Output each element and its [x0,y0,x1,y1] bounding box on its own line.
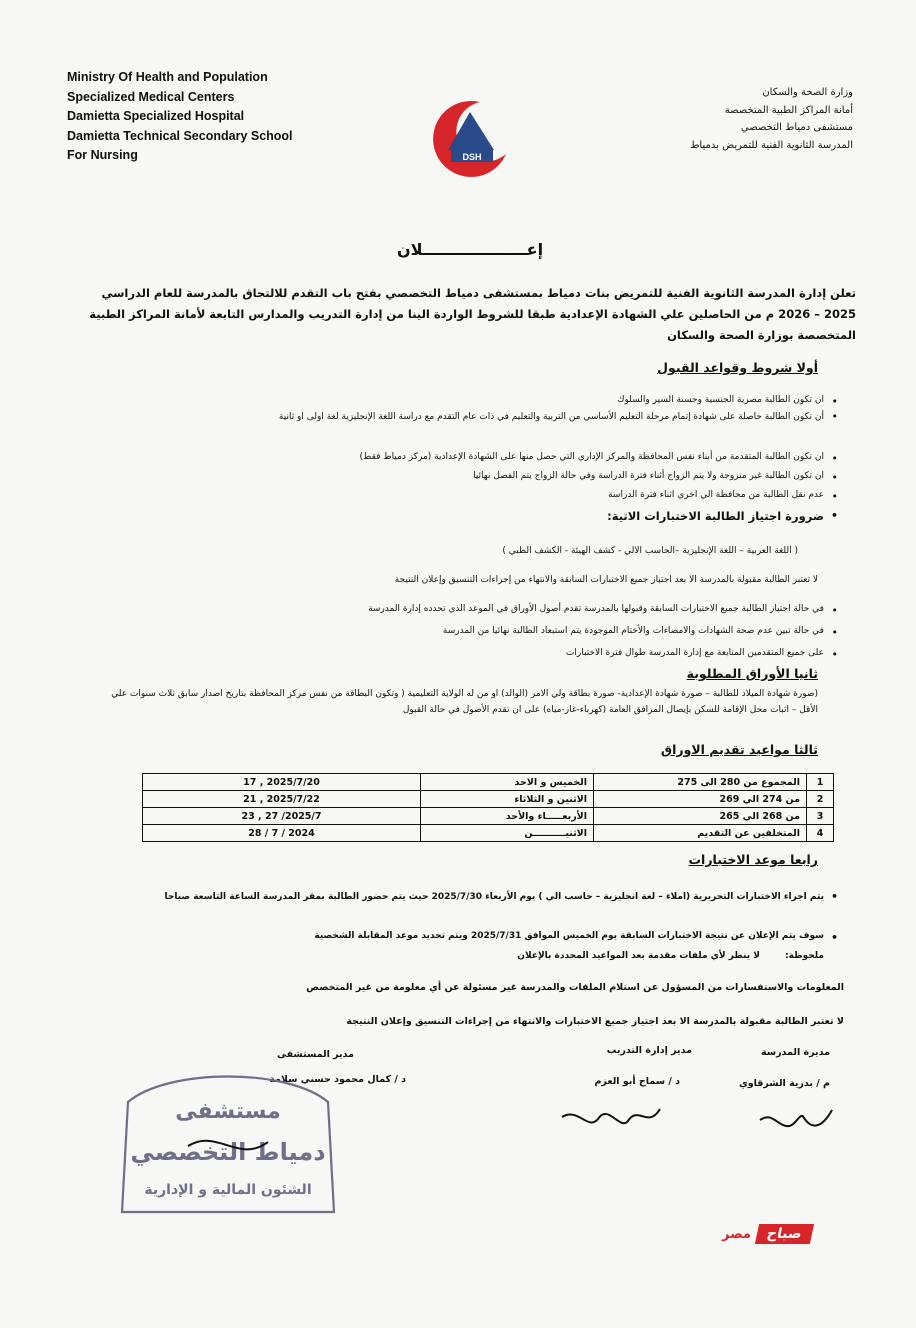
header-ar-line: أمانة المراكز الطبية المتخصصة [724,104,853,116]
brand-text: مصر [722,1226,751,1242]
signature-title: مدير إدارة التدريب [606,1045,692,1056]
condition-item: • في حالة اجتياز الطالبة جميع الاختبارات السابقة وقبولها بالمدرسة تقدم أصول الأوراق في الموعد الذي تحدده إدارة المدرسة [124,604,824,614]
signature-name: د / كمال محمود حسني سلامة [269,1074,406,1085]
row-number: 4 [807,825,834,842]
row-number: 1 [807,774,834,791]
stamp-line: دمياط التخصصي [130,1138,326,1166]
condition-item: • في حالة تبين عدم صحة الشهادات والامضاءات والأختام الموجودة يتم استبعاد الطالبة نهائيا من المدرسة [124,626,824,636]
dates: 2025/7/22 , 21 [143,791,421,808]
schedule-table [142,773,834,842]
header-ar-line: مستشفى دمياط التخصصي [740,122,853,133]
table-row [143,774,834,791]
dates: 2025/7/20 , 17 [143,774,421,791]
logo-text: DSH [462,152,482,162]
footer-info: المعلومات والاستفسارات من المسؤول عن استلام الملفات والمدرسة غير مسئولة عن أي معلومة من غير المتخصص [306,982,844,993]
header-en-line: Ministry Of Health and Population [67,70,268,84]
intro-paragraph: تعلن إدارة المدرسة الثانوية الفنية للتمريض بنات دمياط بمستشفى دمياط التخصصي بفتح باب التقدم للالتحاق بالمدرسة للعام الدراسي 2025 – 2026 م من الحاصلين علي الشهادة الإعدادية طبقا للشروط الواردة الينا من إدارة التدريب والمدارس التابعة لأمانة المراكز الطبية المتخصصة بوزارة الصحة والسكان [89,286,856,342]
note-text: لا ينظر لأي ملفات مقدمة بعد المواعيد المحددة بالإعلان [517,951,760,961]
condition-item: • أن تكون الطالبة حاصلة على شهادة إتمام مرحلة التعليم الأساسي من التربية والتعليم في ذات عام التقدم مع دراسة اللغة الإنجليزية لغة اولى او ثانية [124,410,824,424]
section1-title: أولا شروط وقواعد القبول [657,360,818,375]
signature-name: د / سماح أبو العزم [594,1076,680,1087]
table-row [143,808,834,825]
brand-box: صباح [755,1224,814,1244]
days: الأربعـــــاء والأحد [421,808,594,825]
score-range: المجموع من 280 الى 275 [594,774,807,791]
header-en-line: Specialized Medical Centers [67,89,235,104]
exam-item: • يتم اجراء الاختبارات التحريرية (املاء – لغة انجليزية – حاسب الي ) يوم الأربعاء 2025/7/30 حيث يتم حضور الطالبة بمقر المدرسة الساعة التاسعة صباحا [144,888,824,906]
required-documents: (صورة شهادة الميلاد للطالبة – صورة شهادة الإعدادية- صورة بطاقة ولي الامر (الوالد) او من له الولاية التعليمية ( وتكون البطاقة من نفس مركز المحافظة بتاريخ اصدار سابق ثلاث سنوات علي الأقل – اثبات محل الإقامة للسكن بإيصال المرافق العامة (كهرباء-غاز-مياه) على ان تقدم الأصول في حالة القبول [111,689,818,715]
condition-item: • على جميع المتقدمين المتابعة مع إدارة المدرسة طوال فترة الاختبارات [124,648,824,658]
exam-item: • سوف يتم الإعلان عن نتيجة الاختبارات السابقة يوم الخميس الموافق 2025/7/31 ويتم تحديد موعد المقابلة الشخصية [144,931,824,941]
stamp-line: مستشفى [175,1099,281,1124]
score-range: من 268 الي 265 [594,808,807,825]
score-range: من 274 الي 269 [594,791,807,808]
header-ar-line: وزارة الصحة والسكان [762,87,853,98]
brand-watermark [722,1222,812,1246]
exam-heading: • ضرورة اجتياز الطالبة الاختبارات الاتية: [124,509,824,523]
condition-item: • ان تكون الطالبة مصرية الجنسية وحسنة السير والسلوك [124,395,824,405]
hospital-stamp [108,1072,348,1222]
principal-signature [742,1098,842,1138]
row-number: 3 [807,808,834,825]
stamp-line: الشئون المالية و الإدارية [144,1182,312,1198]
table-row [143,825,834,842]
section3-title: ثالثا مواعيد تقديم الاوراق [660,742,818,757]
header-en-line: Damietta Technical Secondary School [67,128,293,143]
header-ar-line: المدرسة الثانوية الفنية للتمريض بدمياط [690,139,853,151]
training-director-signature [548,1095,668,1135]
note-label: ملحوظة: [785,951,824,961]
score-range: المتخلفين عن التقديم [594,825,807,842]
condition-item: • عدم نقل الطالبة من محافظة الي اخري اثناء فترة الدراسة [124,490,824,500]
page-title: إعـــــــــــــــــــلان [396,240,544,259]
footer-note: لا تعتبر الطالبة مقبولة بالمدرسة الا بعد اجتياز جميع الاختبارات والانتهاء من إجراءات التنسيق وإعلان النتيجة [346,1016,844,1027]
condition-item: • ان تكون الطالبة المتقدمة من أبناء نفس المحافظة والمركز الإداري التي حصل منها على الشهادة الإعدادية (مركز دمياط فقط) [124,452,824,462]
header-arabic [690,84,853,154]
days: الاثنيــــــــــن [421,825,594,842]
header-english [67,68,293,166]
signature-name: م / بدرية الشرقاوي [738,1078,830,1089]
header-en-line: Damietta Specialized Hospital [67,109,245,124]
dsh-logo [418,88,518,188]
acceptance-note: لا تعتبر الطالبة مقبولة بالمدرسة الا بعد اجتياز جميع الاختبارات السابقة والانتهاء من إجراءات التنسيق وإعلان النتيجة [394,575,818,585]
dates: 2025/7/ 27 , 23 [143,808,421,825]
row-number: 2 [807,791,834,808]
table-row [143,791,834,808]
exam-list: ( اللغة العربية – اللغة الإنجليزية –الحاسب الالي - كشف الهيئة - الكشف الطبي ) [502,546,798,556]
days: الاثنين و الثلاثاء [421,791,594,808]
header-en-line: For Nursing [67,148,138,163]
condition-item: • ان تكون الطالبة غير متزوجة ولا يتم الزواج أثناء فترة الدراسة وفي حالة الزواج يتم الفصل نهائيا [124,471,824,481]
signature-title: مديرة المدرسة [760,1047,830,1058]
signature-title: مدير المستشفى [276,1049,354,1060]
section2-title: ثانيا الأوراق المطلوبة [686,666,818,681]
section4-title: رابعا موعد الاختبارات [688,852,818,867]
dates: 2024 / 7 / 28 [143,825,421,842]
days: الخميس و الاحد [421,774,594,791]
